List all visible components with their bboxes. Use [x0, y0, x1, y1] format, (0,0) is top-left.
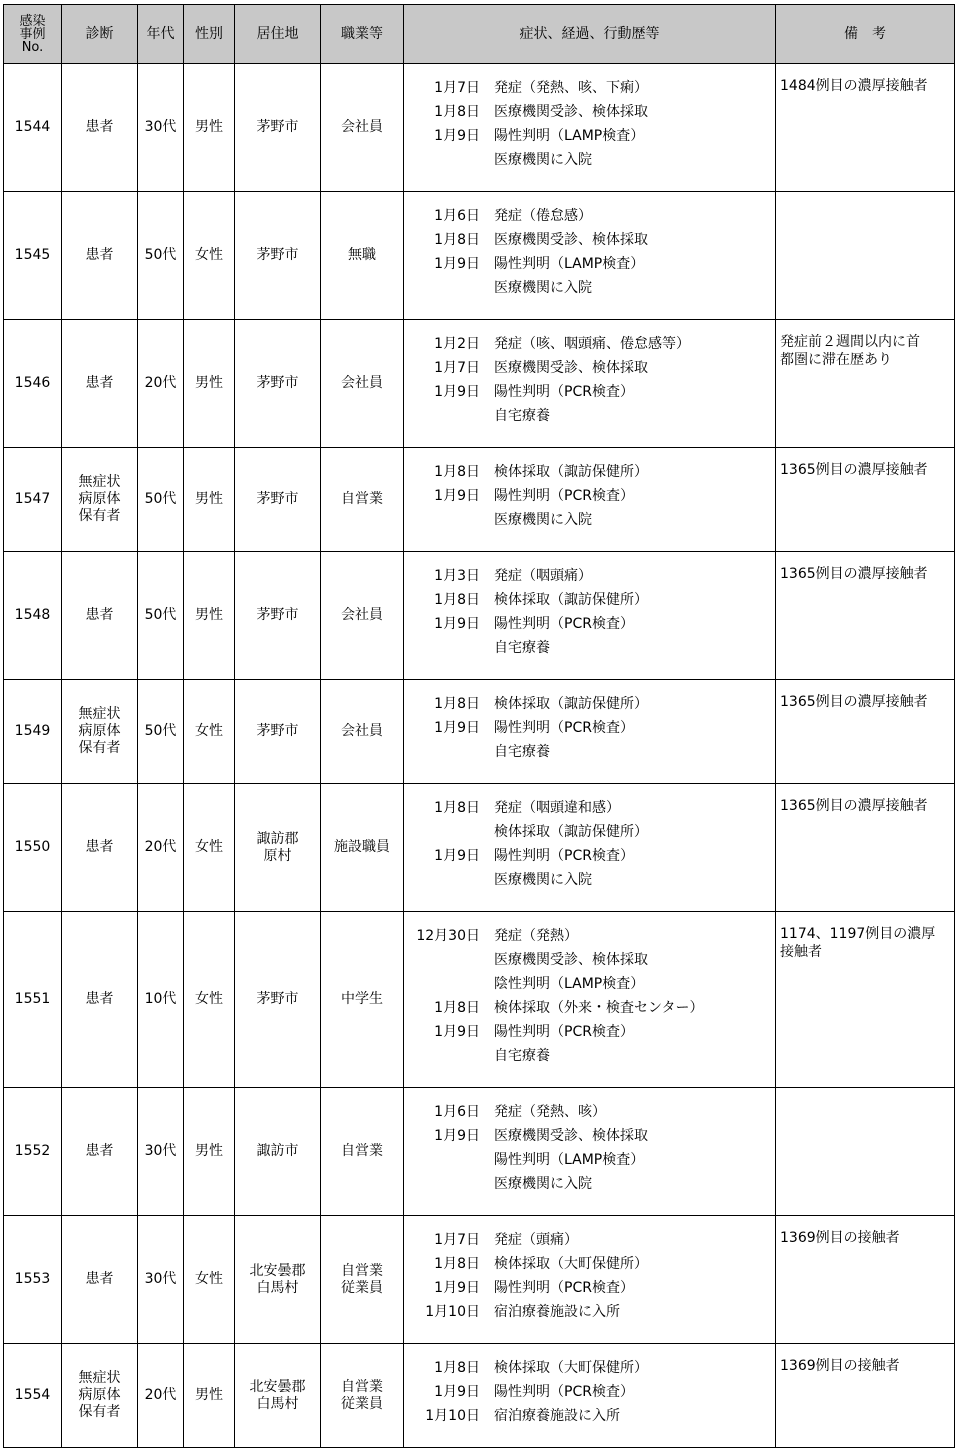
course-text: 発症（咽頭痛） — [494, 568, 592, 584]
cell-course — [404, 1344, 776, 1448]
cell-occupation: 自営業 従業員 — [321, 1216, 404, 1344]
course-text: 発症（発熱） — [494, 928, 578, 944]
course-text: 陽性判明（PCR検査） — [494, 1024, 634, 1040]
cell-residence: 諏訪市 — [235, 1088, 321, 1216]
course-text: 宿泊療養施設に入所 — [494, 1408, 620, 1424]
table-row — [4, 1216, 955, 1344]
cell-no: 1546 — [4, 320, 62, 448]
course-date — [404, 1148, 480, 1172]
cell-course — [404, 1216, 776, 1344]
cell-remarks: 1365例目の濃厚接触者 — [776, 784, 955, 912]
cell-residence: 茅野市 — [235, 192, 321, 320]
cell-sex: 男性 — [184, 552, 235, 680]
course-date: 1月9日 — [434, 1384, 480, 1400]
cell-occupation: 会社員 — [321, 680, 404, 784]
course-line — [404, 1300, 775, 1324]
course-line — [404, 484, 775, 508]
cell-diagnosis: 患者 — [62, 784, 138, 912]
course-date: 1月9日 — [434, 384, 480, 400]
cell-occupation: 中学生 — [321, 912, 404, 1088]
cell-remarks — [776, 192, 955, 320]
cell-age: 20代 — [138, 784, 184, 912]
course-line — [404, 564, 775, 588]
cell-no: 1550 — [4, 784, 62, 912]
cell-diagnosis: 無症状 病原体 保有者 — [62, 1344, 138, 1448]
course-line — [404, 996, 775, 1020]
course-line — [404, 844, 775, 868]
cell-residence: 茅野市 — [235, 320, 321, 448]
course-date — [404, 948, 480, 972]
course-text: 検体採取（諏訪保健所） — [494, 696, 648, 712]
cell-residence: 茅野市 — [235, 64, 321, 192]
cell-sex: 女性 — [184, 784, 235, 912]
course-text: 陽性判明（PCR検査） — [494, 1384, 634, 1400]
cell-age: 50代 — [138, 680, 184, 784]
course-line — [404, 508, 775, 532]
course-text: 医療機関に入院 — [494, 152, 592, 168]
cell-residence: 茅野市 — [235, 448, 321, 552]
course-date: 1月8日 — [434, 464, 480, 480]
course-text: 自宅療養 — [494, 1048, 550, 1064]
course-text: 医療機関受診、検体採取 — [494, 1128, 648, 1144]
course-text: 自宅療養 — [494, 408, 550, 424]
course-text: 陰性判明（LAMP検査） — [494, 976, 645, 992]
cell-residence: 茅野市 — [235, 680, 321, 784]
cell-occupation: 会社員 — [321, 64, 404, 192]
course-line — [404, 404, 775, 428]
cell-remarks: 1365例目の濃厚接触者 — [776, 552, 955, 680]
cell-course — [404, 680, 776, 784]
course-text: 発症（咳、咽頭痛、倦怠感等） — [494, 336, 690, 352]
cell-course — [404, 192, 776, 320]
cell-no: 1552 — [4, 1088, 62, 1216]
header-diagnosis: 診断 — [62, 5, 138, 64]
cell-no: 1545 — [4, 192, 62, 320]
cell-age: 50代 — [138, 552, 184, 680]
cell-age: 10代 — [138, 912, 184, 1088]
course-line — [404, 924, 775, 948]
course-text: 医療機関に入院 — [494, 872, 592, 888]
course-date — [404, 972, 480, 996]
cell-course — [404, 912, 776, 1088]
course-text: 発症（頭痛） — [494, 1232, 578, 1248]
cell-sex: 男性 — [184, 320, 235, 448]
cell-remarks: 1484例目の濃厚接触者 — [776, 64, 955, 192]
course-date — [404, 404, 480, 428]
course-date: 1月8日 — [434, 104, 480, 120]
header-age: 年代 — [138, 5, 184, 64]
course-date: 1月2日 — [434, 336, 480, 352]
cell-age: 20代 — [138, 1344, 184, 1448]
cell-no: 1549 — [4, 680, 62, 784]
case-table — [3, 4, 955, 1448]
course-line — [404, 460, 775, 484]
cell-remarks: 発症前２週間以内に首 都圏に滞在歴あり — [776, 320, 955, 448]
cell-diagnosis: 患者 — [62, 192, 138, 320]
cell-diagnosis: 患者 — [62, 320, 138, 448]
cell-age: 30代 — [138, 1216, 184, 1344]
cell-remarks: 1369例目の接触者 — [776, 1344, 955, 1448]
cell-sex: 男性 — [184, 64, 235, 192]
cell-sex: 男性 — [184, 448, 235, 552]
course-text: 陽性判明（PCR検査） — [494, 488, 634, 504]
course-line — [404, 356, 775, 380]
cell-diagnosis: 無症状 病原体 保有者 — [62, 448, 138, 552]
header-sex: 性別 — [184, 5, 235, 64]
course-line — [404, 148, 775, 172]
course-line — [404, 716, 775, 740]
course-text: 陽性判明（PCR検査） — [494, 616, 634, 632]
course-date: 1月7日 — [434, 1232, 480, 1248]
cell-diagnosis: 無症状 病原体 保有者 — [62, 680, 138, 784]
cell-no: 1551 — [4, 912, 62, 1088]
cell-age: 50代 — [138, 192, 184, 320]
cell-residence: 諏訪郡 原村 — [235, 784, 321, 912]
course-text: 発症（発熱、咳） — [494, 1104, 606, 1120]
course-date — [404, 1172, 480, 1196]
course-line — [404, 1148, 775, 1172]
course-line — [404, 740, 775, 764]
course-text: 検体採取（諏訪保健所） — [494, 592, 648, 608]
table-row — [4, 64, 955, 192]
cell-sex: 女性 — [184, 192, 235, 320]
course-line — [404, 588, 775, 612]
header-no: 感染 事例 No. — [4, 5, 62, 64]
course-date: 1月10日 — [425, 1408, 480, 1424]
course-date: 1月6日 — [434, 1104, 480, 1120]
course-line — [404, 332, 775, 356]
course-date: 1月9日 — [434, 128, 480, 144]
cell-remarks: 1369例目の接触者 — [776, 1216, 955, 1344]
course-date: 1月8日 — [434, 592, 480, 608]
course-line — [404, 1356, 775, 1380]
course-date: 1月8日 — [434, 696, 480, 712]
course-text: 陽性判明（PCR検査） — [494, 1280, 634, 1296]
cell-no: 1554 — [4, 1344, 62, 1448]
course-line — [404, 1404, 775, 1428]
course-text: 検体採取（大町保健所） — [494, 1360, 648, 1376]
course-date: 1月8日 — [434, 1256, 480, 1272]
cell-course — [404, 1088, 776, 1216]
table-row — [4, 1088, 955, 1216]
course-line — [404, 204, 775, 228]
cell-residence: 北安曇郡 白馬村 — [235, 1216, 321, 1344]
course-line — [404, 796, 775, 820]
cell-no: 1544 — [4, 64, 62, 192]
course-line — [404, 380, 775, 404]
cell-no: 1548 — [4, 552, 62, 680]
course-text: 医療機関に入院 — [494, 1176, 592, 1192]
course-line — [404, 1100, 775, 1124]
header-remarks: 備 考 — [776, 5, 955, 64]
cell-age: 20代 — [138, 320, 184, 448]
course-date: 1月6日 — [434, 208, 480, 224]
cell-occupation: 自営業 従業員 — [321, 1344, 404, 1448]
course-line — [404, 972, 775, 996]
cell-no: 1547 — [4, 448, 62, 552]
course-date — [404, 636, 480, 660]
course-line — [404, 1020, 775, 1044]
cell-sex: 女性 — [184, 912, 235, 1088]
course-line — [404, 252, 775, 276]
cell-course — [404, 64, 776, 192]
cell-occupation: 施設職員 — [321, 784, 404, 912]
cell-residence: 茅野市 — [235, 552, 321, 680]
course-date: 1月9日 — [434, 616, 480, 632]
course-text: 医療機関受診、検体採取 — [494, 952, 648, 968]
cell-diagnosis: 患者 — [62, 1216, 138, 1344]
cell-occupation: 自営業 — [321, 1088, 404, 1216]
course-line — [404, 124, 775, 148]
course-line — [404, 636, 775, 660]
course-date: 1月7日 — [434, 360, 480, 376]
course-date: 1月3日 — [434, 568, 480, 584]
course-line — [404, 1380, 775, 1404]
course-date: 1月9日 — [434, 848, 480, 864]
course-text: 発症（発熱、咳、下痢） — [494, 80, 648, 96]
course-line — [404, 948, 775, 972]
cell-residence: 茅野市 — [235, 912, 321, 1088]
course-line — [404, 1124, 775, 1148]
course-date: 1月8日 — [434, 232, 480, 248]
course-text: 自宅療養 — [494, 744, 550, 760]
cell-sex: 女性 — [184, 1216, 235, 1344]
course-line — [404, 692, 775, 716]
course-date — [404, 508, 480, 532]
table-row — [4, 552, 955, 680]
course-date — [404, 820, 480, 844]
table-row — [4, 680, 955, 784]
course-text: 陽性判明（PCR検査） — [494, 384, 634, 400]
course-text: 医療機関受診、検体採取 — [494, 232, 648, 248]
cell-course — [404, 784, 776, 912]
course-date — [404, 276, 480, 300]
course-line — [404, 820, 775, 844]
table-row — [4, 448, 955, 552]
cell-diagnosis: 患者 — [62, 64, 138, 192]
cell-occupation: 自営業 — [321, 448, 404, 552]
course-line — [404, 868, 775, 892]
course-text: 検体採取（外来・検査センター） — [494, 1000, 704, 1016]
course-date: 1月9日 — [434, 1024, 480, 1040]
cell-age: 50代 — [138, 448, 184, 552]
cell-occupation: 会社員 — [321, 552, 404, 680]
cell-age: 30代 — [138, 1088, 184, 1216]
course-text: 検体採取（諏訪保健所） — [494, 464, 648, 480]
course-line — [404, 100, 775, 124]
course-date — [404, 1044, 480, 1068]
course-text: 自宅療養 — [494, 640, 550, 656]
cell-remarks: 1365例目の濃厚接触者 — [776, 448, 955, 552]
course-line — [404, 1228, 775, 1252]
cell-diagnosis: 患者 — [62, 552, 138, 680]
course-date — [404, 868, 480, 892]
course-text: 陽性判明（LAMP検査） — [494, 128, 645, 144]
course-date — [404, 740, 480, 764]
course-text: 陽性判明（LAMP検査） — [494, 1152, 645, 1168]
header-course: 症状、経過、行動歴等 — [404, 5, 776, 64]
course-date: 12月30日 — [416, 928, 480, 944]
course-text: 陽性判明（PCR検査） — [494, 720, 634, 736]
cell-remarks: 1365例目の濃厚接触者 — [776, 680, 955, 784]
cell-diagnosis: 患者 — [62, 912, 138, 1088]
header-residence: 居住地 — [235, 5, 321, 64]
table-row — [4, 1344, 955, 1448]
course-line — [404, 612, 775, 636]
header-row — [4, 5, 955, 64]
cell-occupation: 無職 — [321, 192, 404, 320]
course-date — [404, 148, 480, 172]
course-date: 1月7日 — [434, 80, 480, 96]
course-date: 1月9日 — [434, 256, 480, 272]
course-text: 宿泊療養施設に入所 — [494, 1304, 620, 1320]
cell-sex: 男性 — [184, 1088, 235, 1216]
course-text: 検体採取（大町保健所） — [494, 1256, 648, 1272]
cell-no: 1553 — [4, 1216, 62, 1344]
cell-remarks — [776, 1088, 955, 1216]
case-table-body — [4, 64, 955, 1448]
course-date: 1月9日 — [434, 1128, 480, 1144]
course-date: 1月8日 — [434, 1360, 480, 1376]
course-date: 1月8日 — [434, 800, 480, 816]
course-text: 医療機関に入院 — [494, 280, 592, 296]
course-text: 発症（咽頭違和感） — [494, 800, 620, 816]
table-row — [4, 320, 955, 448]
cell-course — [404, 448, 776, 552]
cell-course — [404, 552, 776, 680]
course-date: 1月10日 — [425, 1304, 480, 1320]
cell-residence: 北安曇郡 白馬村 — [235, 1344, 321, 1448]
table-row — [4, 784, 955, 912]
cell-course — [404, 320, 776, 448]
course-line — [404, 1276, 775, 1300]
course-text: 医療機関に入院 — [494, 512, 592, 528]
cell-occupation: 会社員 — [321, 320, 404, 448]
course-text: 検体採取（諏訪保健所） — [494, 824, 648, 840]
course-line — [404, 276, 775, 300]
course-line — [404, 76, 775, 100]
course-text: 陽性判明（LAMP検査） — [494, 256, 645, 272]
course-line — [404, 228, 775, 252]
cell-sex: 男性 — [184, 1344, 235, 1448]
course-line — [404, 1172, 775, 1196]
course-date: 1月9日 — [434, 720, 480, 736]
course-line — [404, 1252, 775, 1276]
course-text: 発症（倦怠感） — [494, 208, 592, 224]
course-date: 1月8日 — [434, 1000, 480, 1016]
course-text: 医療機関受診、検体採取 — [494, 104, 648, 120]
course-date: 1月9日 — [434, 1280, 480, 1296]
table-row — [4, 912, 955, 1088]
header-occupation: 職業等 — [321, 5, 404, 64]
course-text: 陽性判明（PCR検査） — [494, 848, 634, 864]
course-text: 医療機関受診、検体採取 — [494, 360, 648, 376]
course-date: 1月9日 — [434, 488, 480, 504]
cell-age: 30代 — [138, 64, 184, 192]
table-row — [4, 192, 955, 320]
cell-sex: 女性 — [184, 680, 235, 784]
course-line — [404, 1044, 775, 1068]
cell-diagnosis: 患者 — [62, 1088, 138, 1216]
cell-remarks: 1174、1197例目の濃厚 接触者 — [776, 912, 955, 1088]
